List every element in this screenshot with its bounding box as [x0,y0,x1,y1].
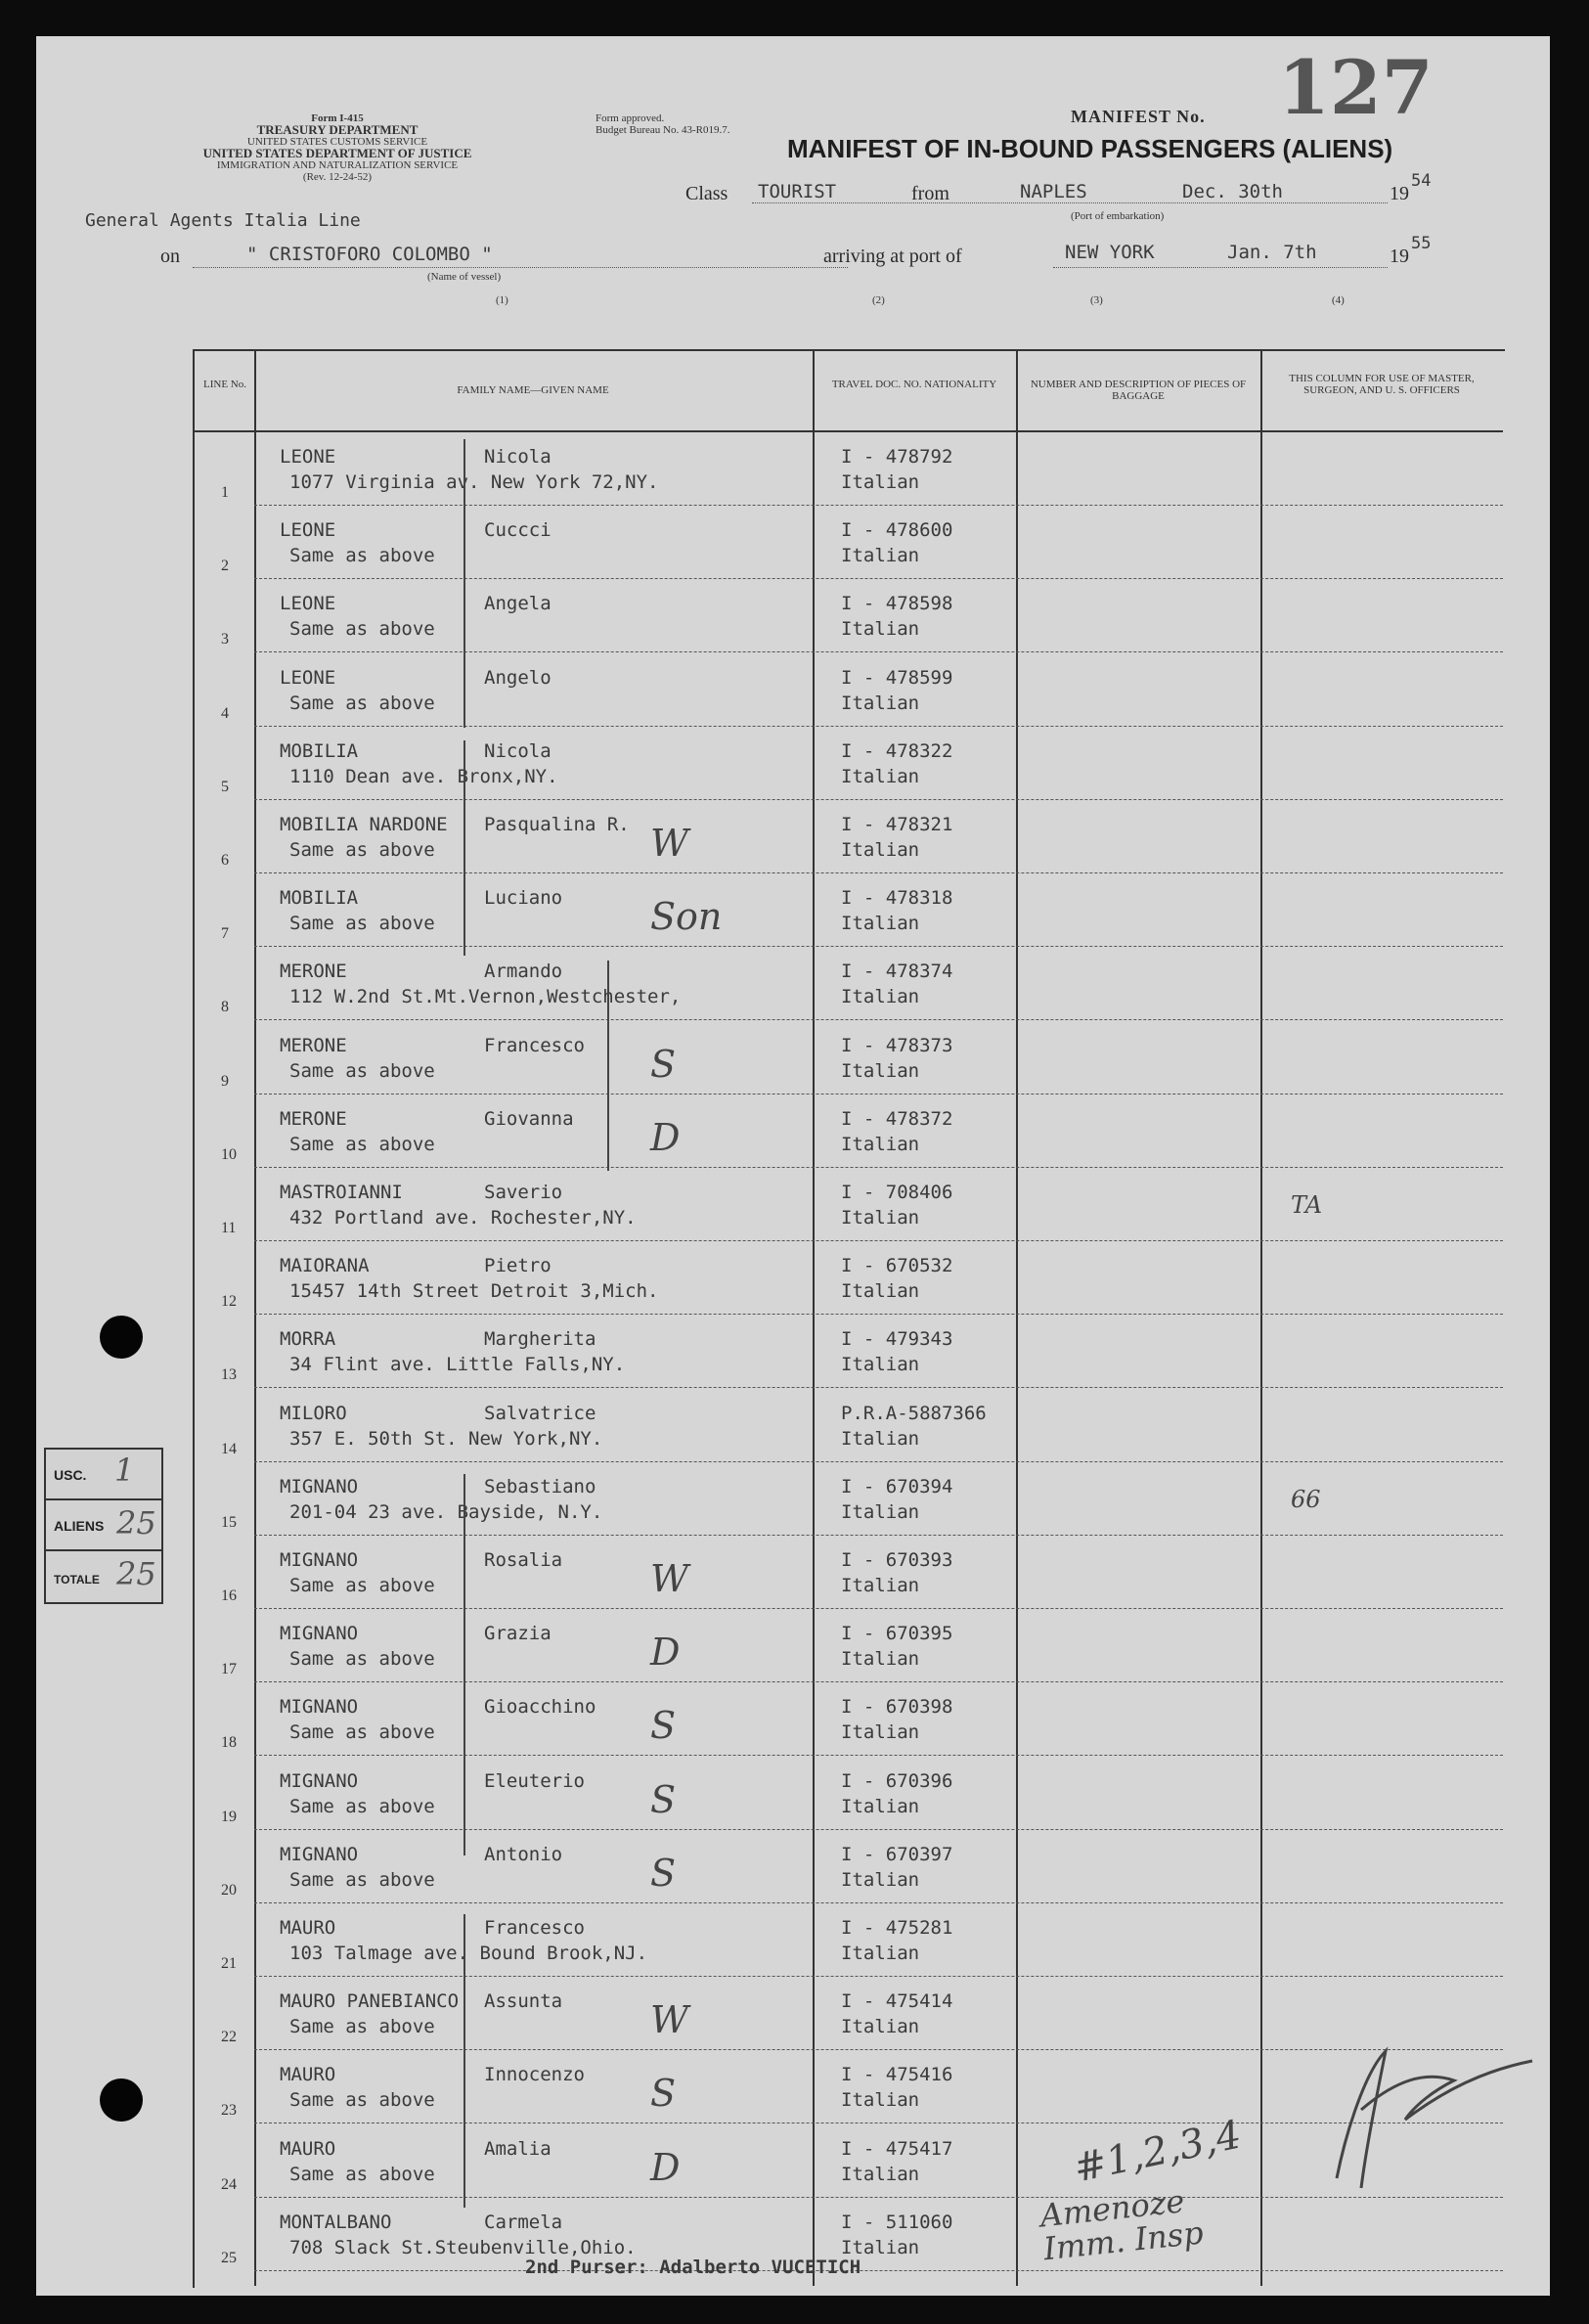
embarkation-port: NAPLES [1020,181,1087,202]
given-name: Pasqualina R. [484,814,630,835]
address: Same as above [289,1795,435,1817]
col-head-travel-doc: TRAVEL DOC. NO. NATIONALITY [831,379,997,390]
tally-usc-label: USC. [54,1467,87,1483]
tally-totale-value: 25 [116,1555,156,1592]
table-row [221,579,1503,652]
nationality: Italian [841,1427,920,1450]
address: Same as above [289,2089,435,2112]
given-name: Eleuterio [484,1769,585,1792]
table-row [221,1095,1503,1168]
officer-note: 66 [1291,1485,1321,1513]
nationality: Italian [841,1500,920,1523]
nationality: Italian [841,1575,920,1596]
col-head-name: FAMILY NAME—GIVEN NAME [457,384,609,396]
nationality: Italian [841,618,920,641]
relation-mark: S [650,1851,677,1895]
travel-doc-number: I - 478792 [841,446,953,468]
family-name: LEONE [280,446,336,468]
nationality: Italian [841,1280,920,1303]
address: Same as above [289,2163,435,2185]
family-name: MAURO [280,2137,336,2160]
travel-doc-number: I - 478599 [841,666,953,689]
embarkation-year-prefix: 19 [1390,183,1409,204]
travel-doc-number: I - 670398 [841,1696,953,1719]
table-row [221,1241,1503,1315]
given-name: Innocenzo [484,2064,585,2086]
relation-mark: S [650,1777,677,1821]
given-name: Giovanna [484,1107,574,1130]
nationality: Italian [841,839,920,861]
given-name: Armando [484,961,563,983]
arrival-year: 55 [1411,234,1432,253]
revision: (Rev. 12-24-52) [302,171,373,183]
tally-totale [44,1549,163,1604]
line-number: 16 [221,1587,237,1604]
approval-block [596,112,729,136]
general-agent: General Agents Italia Line [85,210,361,231]
travel-doc-number: I - 670397 [841,1843,953,1865]
family-name: MERONE [280,961,347,983]
table-row [221,800,1503,873]
address: 34 Flint ave. Little Falls,NY. [289,1354,626,1376]
nationality: Italian [841,1133,920,1155]
travel-doc-number: P.R.A-5887366 [841,1402,987,1424]
address: 201-04 23 ave. Bayside, N.Y. [289,1500,603,1523]
nationality: Italian [841,1648,920,1671]
nationality: Italian [841,2089,920,2112]
table-row [221,506,1503,579]
family-name: LEONE [280,593,336,615]
vessel-underline [193,267,848,268]
given-name: Angela [484,593,552,615]
from-label: from [911,183,949,204]
travel-doc-number: I - 479343 [841,1328,953,1351]
nationality: Italian [841,692,920,714]
travel-doc-number: I - 478373 [841,1034,953,1056]
address: Same as above [289,1721,435,1744]
travel-doc-number: I - 478600 [841,519,953,542]
travel-doc-number: I - 670393 [841,1549,953,1571]
address: 1077 Virginia av. New York 72,NY. [289,471,659,493]
relation-mark: S [650,1042,677,1086]
line-number: 8 [221,999,229,1016]
family-name: MOBILIA [280,739,359,762]
nationality: Italian [841,2016,920,2038]
travel-doc-number: I - 475414 [841,1990,953,2013]
travel-doc-number: I - 478321 [841,814,953,835]
family-name: MERONE [280,1107,347,1130]
travel-doc-number: I - 670532 [841,1255,953,1277]
col-num-4: (4) [1332,294,1345,306]
arrival-year-prefix: 19 [1390,246,1409,267]
address: Same as above [289,839,435,861]
address: 432 Portland ave. Rochester,NY. [289,1207,637,1229]
manifest-no-label: MANIFEST No. [1071,107,1206,126]
table-row [221,1830,1503,1903]
address: Same as above [289,1868,435,1891]
nationality: Italian [841,913,920,935]
address: 357 E. 50th St. New York,NY. [289,1427,603,1450]
relation-mark: D [650,1631,681,1675]
table-row [221,1757,1503,1830]
col-num-3: (3) [1090,294,1103,306]
address: 1110 Dean ave. Bronx,NY. [289,765,558,787]
relation-mark: W [650,1557,689,1600]
given-name: Salvatrice [484,1402,596,1424]
address: Same as above [289,2016,435,2038]
manifest-sheet [36,36,1550,2296]
address: 112 W.2nd St.Mt.Vernon,Westchester, [289,986,682,1008]
travel-doc-number: I - 511060 [841,2211,953,2233]
port-embarkation-caption: (Port of embarkation) [1071,210,1165,222]
family-name: MERONE [280,1034,347,1056]
address: Same as above [289,1648,435,1671]
line-number: 11 [221,1220,237,1236]
line-number: 21 [221,1955,237,1972]
family-name: LEONE [280,666,336,689]
relation-mark: W [650,822,689,865]
given-name: Nicola [484,739,552,762]
line-number: 4 [221,704,229,722]
punch-hole-icon [100,1316,143,1359]
line-number: 13 [221,1366,237,1384]
line-number: 5 [221,778,229,795]
line-number: 23 [221,2102,237,2120]
family-name: MOBILIA [280,887,359,910]
tally-aliens-label: ALIENS [54,1518,105,1534]
family-name: MIGNANO [280,1549,359,1571]
given-name: Nicola [484,446,552,468]
table-row [221,1168,1503,1241]
address: Same as above [289,545,435,567]
line-number: 12 [221,1293,237,1311]
table-row [221,947,1503,1020]
class-label: Class [685,183,728,204]
tally-aliens-value: 25 [116,1504,156,1542]
family-bracket-mignano [463,1474,465,1855]
punch-hole-icon [100,2078,143,2122]
family-name: MILORO [280,1402,347,1424]
table-row [221,432,1503,506]
family-name: MAURO [280,2064,336,2086]
given-name: Saverio [484,1182,563,1203]
given-name: Gioacchino [484,1696,596,1719]
family-name: MAURO PANEBIANCO [280,1990,460,2013]
travel-doc-number: I - 478598 [841,593,953,615]
officer-note: TA [1291,1191,1323,1219]
lines-annotation: #1,2,3,4 [1070,2112,1246,2192]
table-row [221,1609,1503,1682]
line-number: 17 [221,1661,237,1678]
family-name: MIGNANO [280,1769,359,1792]
line-number: 24 [221,2175,237,2193]
address: 15457 14th Street Detroit 3,Mich. [289,1280,659,1303]
col-num-2: (2) [872,294,885,306]
arrival-date: Jan. 7th [1227,242,1317,263]
col-head-officers: THIS COLUMN FOR USE OF MASTER, SURGEON, AND U. S. OFFICERS [1289,373,1475,396]
tally-usc-value: 1 [114,1452,135,1489]
family-name: MAURO [280,1917,336,1939]
line-number: 9 [221,1072,229,1090]
table-row [221,727,1503,800]
table-row [221,873,1503,947]
relation-mark: W [650,1998,689,2042]
col-head-baggage: NUMBER AND DESCRIPTION OF PIECES OF BAGGAGE [1030,379,1247,402]
family-name: LEONE [280,519,336,542]
relation-mark: Son [650,895,723,939]
family-bracket-merone [607,961,609,1171]
relation-mark: S [650,1704,677,1748]
relation-mark: D [650,2145,681,2189]
given-name: Angelo [484,666,552,689]
given-name: Luciano [484,887,563,910]
inspector-annotation: Amenoze Imm. Insp [1037,2182,1206,2268]
vessel-name: " CRISTOFORO COLOMBO " [246,244,493,265]
row-rule [254,2270,1503,2271]
justice-dept: UNITED STATES DEPARTMENT OF JUSTICE [202,146,472,160]
given-name: Francesco [484,1917,585,1939]
line-number: 25 [221,2249,237,2266]
nationality: Italian [841,986,920,1008]
nationality: Italian [841,1354,920,1376]
treasury-dept: TREASURY DEPARTMENT [256,122,419,137]
travel-doc-number: I - 475417 [841,2137,953,2160]
family-name: MIGNANO [280,1843,359,1865]
nationality: Italian [841,1943,920,1964]
ins-service: IMMIGRATION AND NATURALIZATION SERVICE [216,159,459,171]
line-number: 22 [221,2029,237,2046]
form-number: Form I-415 [311,112,364,124]
line-number: 7 [221,925,229,943]
given-name: Assunta [484,1990,563,2013]
class-value: TOURIST [758,181,837,202]
embarkation-date: Dec. 30th [1182,181,1283,202]
tally-aliens [44,1498,163,1553]
given-name: Margherita [484,1328,596,1351]
travel-doc-number: I - 478318 [841,887,953,910]
table-row [221,1462,1503,1536]
travel-doc-number: I - 475416 [841,2064,953,2086]
embarkation-year: 54 [1411,171,1432,191]
budget-bureau: Budget Bureau No. 43-R019.7. [596,124,730,136]
nationality: Italian [841,1207,920,1229]
form-header-block [191,112,484,183]
manifest-title: MANIFEST OF IN-BOUND PASSENGERS (ALIENS) [787,134,1393,163]
nationality: Italian [841,545,920,567]
travel-doc-number: I - 670395 [841,1623,953,1645]
table-row [221,1389,1503,1462]
given-name: Grazia [484,1623,552,1645]
table-row [221,1021,1503,1095]
line-number: 6 [221,852,229,869]
travel-doc-number: I - 478372 [841,1107,953,1130]
manifest-number: 127 [1278,44,1434,131]
relation-mark: D [650,1115,681,1159]
address: Same as above [289,913,435,935]
travel-doc-number: I - 475281 [841,1917,953,1939]
line-number: 1 [221,484,229,501]
col-num-1: (1) [496,294,508,306]
family-name: MIGNANO [280,1475,359,1497]
line-number: 3 [221,631,229,648]
inspector-signature-icon [1307,2012,1562,2208]
travel-doc-number: I - 478322 [841,739,953,762]
family-name: MOBILIA NARDONE [280,814,448,835]
table-row [221,1536,1503,1609]
line-number: 10 [221,1145,237,1163]
table-row [221,1682,1503,1756]
table-row [221,1315,1503,1388]
nationality: Italian [841,471,920,493]
address: 103 Talmage ave. Bound Brook,NJ. [289,1943,648,1964]
nationality: Italian [841,1721,920,1744]
relation-mark: S [650,2072,677,2116]
family-bracket-leone [463,439,465,728]
address: Same as above [289,692,435,714]
family-name: MORRA [280,1328,336,1351]
line-number: 2 [221,558,229,575]
table-row [221,2198,1503,2271]
nationality: Italian [841,1868,920,1891]
given-name: Francesco [484,1034,585,1056]
family-name: MIGNANO [280,1696,359,1719]
table-row [221,653,1503,727]
on-label: on [160,246,180,267]
address: 708 Slack St.Steubenville,Ohio. [289,2236,637,2258]
line-number: 18 [221,1734,237,1752]
travel-doc-number: I - 670396 [841,1769,953,1792]
address: Same as above [289,618,435,641]
family-name: MASTROIANNI [280,1182,403,1203]
table-row [221,1903,1503,1977]
line-number: 19 [221,1808,237,1825]
nationality: Italian [841,765,920,787]
family-name: MONTALBANO [280,2211,392,2233]
nationality: Italian [841,1059,920,1082]
given-name: Sebastiano [484,1475,596,1497]
given-name: Antonio [484,1843,563,1865]
arriving-label: arriving at port of [823,246,962,267]
travel-doc-number: I - 478374 [841,961,953,983]
given-name: Cuccci [484,519,552,542]
given-name: Pietro [484,1255,552,1277]
vessel-caption: (Name of vessel) [427,271,502,283]
class-underline [752,202,1388,203]
purser-name: 2nd Purser: Adalberto VUCETICH [525,2257,861,2278]
arrival-port: NEW YORK [1065,242,1155,263]
nationality: Italian [841,1795,920,1817]
nationality: Italian [841,2236,920,2258]
tally-usc [44,1448,163,1502]
address: Same as above [289,1575,435,1596]
tally-totale-label: TOTALE [54,1573,100,1587]
form-approved: Form approved. [596,112,665,124]
arrival-underline [1053,267,1388,268]
customs-service: UNITED STATES CUSTOMS SERVICE [246,136,428,148]
family-bracket-mobilia [463,740,465,956]
given-name: Carmela [484,2211,563,2233]
address: Same as above [289,1133,435,1155]
line-number: 15 [221,1513,237,1531]
family-name: MIGNANO [280,1623,359,1645]
nationality: Italian [841,2163,920,2185]
travel-doc-number: I - 708406 [841,1182,953,1203]
family-bracket-mauro [463,1914,465,2208]
given-name: Amalia [484,2137,552,2160]
family-name: MAIORANA [280,1255,370,1277]
given-name: Rosalia [484,1549,563,1571]
address: Same as above [289,1059,435,1082]
line-number: 14 [221,1440,237,1457]
line-number: 20 [221,1881,237,1899]
travel-doc-number: I - 670394 [841,1475,953,1497]
col-head-line-no: LINE No. [203,379,246,390]
